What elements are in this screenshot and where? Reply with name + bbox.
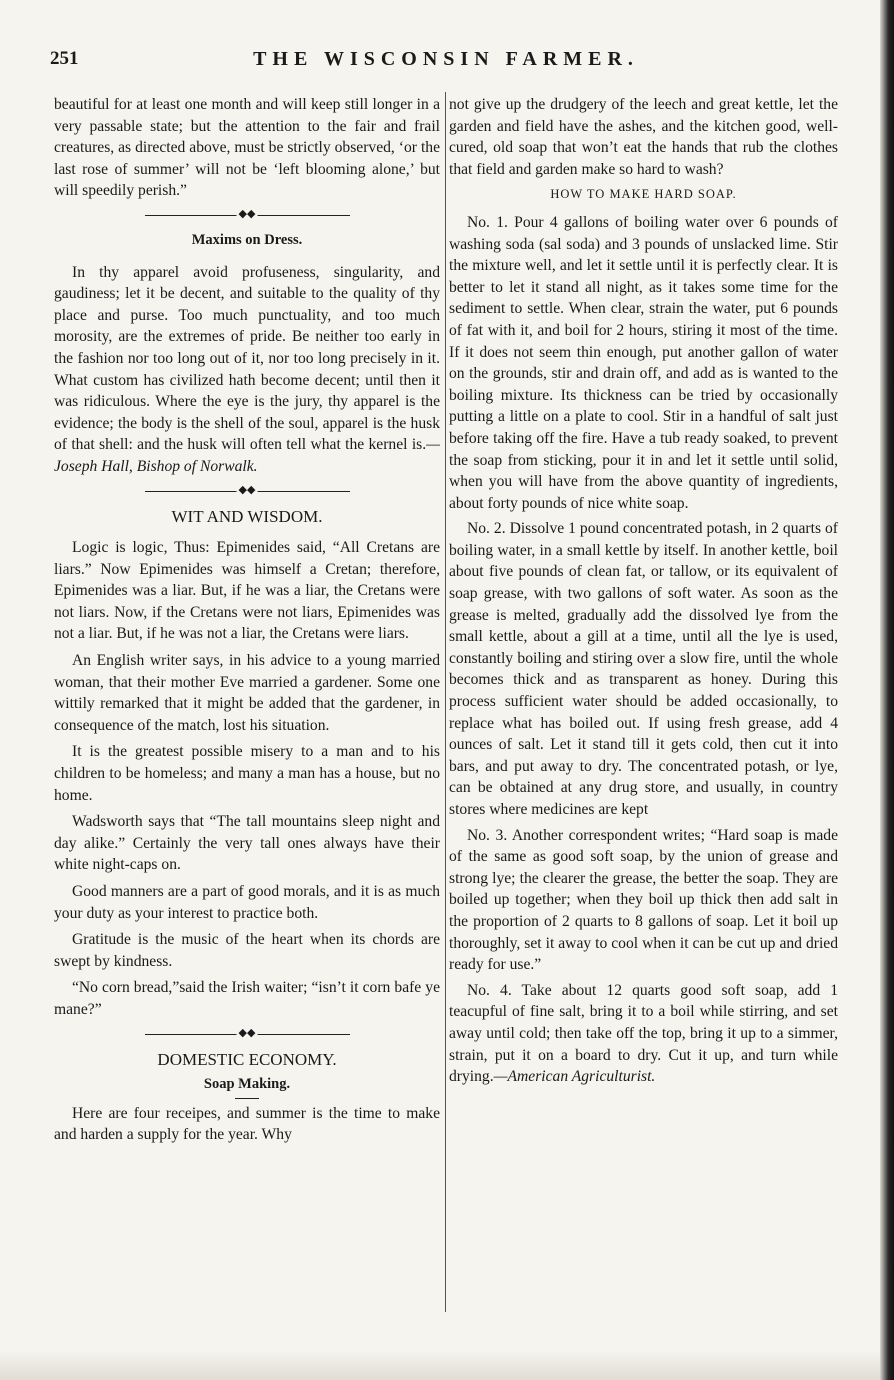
wit-paragraph: An English writer says, in his advice to a young married woman, that their mother Eve married a gardener. Some one wittily remarked that it might be added that the gardener, in consequence of the match, lost his situation. [54,652,440,734]
recipe-paragraph: No. 2. Dissolve 1 pound concentrated potash, in 2 quarts of boiling water, in a small kettle by itself. In another kettle, boil about five pounds of clean fat, or tallow, or its equivalent of soap grease, with two gallons of soft water. As soon as the grease is melted, gradually add the dissolved lye from the small kettle, about a gill at a time, until all the lye is used, constantly boiling and stiring over a slow fire, until the whole becomes thick and as transparent as honey. During this process sufficient water should be added occasionally, to replace what has boiled out. If using fresh grease, add 4 ounces of salt. Let it stand till it gets cold, then cut it into bars, and put away to dry. The concentrated potash, or lye, can be obtained at any drug store, and usually, in country stores where medicines are kept [449,520,838,818]
maxims-paragraph: In thy apparel avoid profuseness, singularity, and gaudiness; let it be decent, and suitable to the quality of thy place and purse. Too much punctuality, and too much morosity, are the extremes of pride. Be neither too early in the fashion nor too long out of it, nor too long precisely in it. What custom has civilized hath become decent; until then it was ridiculous. Where the eye is the jury, thy apparel is the evidence; the body is the shell of the soul, apparel is the husk of that shell: and the husk will often tell what the kernel is.—Joseph Hall, Bishop of Norwalk. [54,263,440,475]
section-separator: ◆◆ [145,1029,350,1041]
page-header [50,48,842,74]
recipe-paragraph: No. 4. Take about 12 quarts good soft soap, add 1 teacupful of fine salt, bring it to a boil while stirring, and set away until cold; then take off the top, bring it up to a simmer, strain, put it on a board to dry. Cut it up, and turn while drying.—American Agriculturist. [449,981,838,1086]
soap-intro-paragraph: Here are four receipes, and summer is the time to make and harden a supply for the year. Why [54,1104,440,1144]
wit-heading: WIT AND WISDOM. [171,506,323,526]
maxims-heading: Maxims on Dress. [191,231,303,248]
wit-paragraph: Good manners are a part of good morals, and it is as much your duty as your interest to practice both. [54,883,440,922]
wit-paragraph: Gratitude is the music of the heart when its chords are swept by kindness. [54,931,440,970]
wit-paragraph: “No corn bread,”said the Irish waiter; “isn’t it corn bafe ye mane?” [54,979,440,1018]
recipe-paragraph: No. 1. Pour 4 gallons of boiling water over 6 pounds of washing soda (sal soda) and 3 pounds of unslacked lime. Stir the mixture well, and let it settle until it is perfectly clear. It is better to let it stand all night, as it takes some time for the sediment to settle. When clear, strain the water, put 6 pounds of fat with it, and boil for 2 hours, stiring it most of the time. If it does not seem thin enough, put another gallon of water on the grounds, stir and drain off, and add as is wanted to the boiling mixture. Its thickness can be tried by occasionally putting a little on a plate to cool. Stir in a handful of salt just before taking off the fire. Have a tub ready soaked, to prevent the soap from sticking, pour it in and let it settle until solid, when you will have from the above quantity of ingredients, about forty pounds of nice white soap. [449,213,838,512]
continuation-paragraph: not give up the drudgery of the leech and great kettle, let the garden and field have the ashes, and the kitchen good, well-cured, old soap that won’t eat the hands that rub the clothes that field and garden make so hard to wash? [449,96,838,178]
scan-bottom-shading [0,1350,880,1380]
intro-paragraph: beautiful for at least one month and will keep still longer in a very passable state; but the attention to the fair and frail creatures, as directed above, must be strictly observed, ‘or the last rose of summer’ will not be ‘left blooming alone,’ but will speedily perish.” [54,96,440,200]
left-column [54,94,440,1146]
wit-paragraph: Logic is logic, Thus: Epimenides said, “All Cretans are liars.” Now Epimenides was himself a Cretan; therefore, Epimenides was a liar. But, if he was a liar, the Cretans were not liars. Now, if the Cretans were not liars, Epimenides was not a liar. But, if he was not a liar, the Cretans were liars. [54,539,440,643]
section-separator: ◆◆ [145,210,350,222]
scan-edge-shadow [880,0,894,1380]
maxims-attribution: —Joseph Hall, Bishop of Norwalk. [54,436,440,475]
wit-paragraph: Wadsworth says that “The tall mountains sleep night and day alike.” Certainly the very tall ones always have their white night-caps on. [54,813,440,874]
column-divider [445,92,446,1312]
section-separator: ◆◆ [145,486,350,498]
short-rule [235,1098,259,1099]
wit-paragraph: It is the greatest possible misery to a man and to his children to be homeless; and many a man has a house, but no home. [54,743,440,804]
page-number: 251 [50,48,79,69]
right-column [449,94,838,1088]
hard-soap-heading: HOW TO MAKE HARD SOAP. [550,187,737,202]
domestic-economy-heading: DOMESTIC ECONOMY. [157,1049,337,1069]
recipe-attribution: —American Agriculturist. [493,1068,656,1086]
soap-making-heading: Soap Making. [203,1076,291,1093]
recipe-paragraph: No. 3. Another correspondent writes; “Hard soap is made of the same as good soft soap, by the union of grease and strong lye; the clearer the grease, the better the soap. They are boiled up together; when they boil up thick then add salt in the proportion of 2 quarts to 8 gallons of soap. Let it boil up thoroughly, set it away to cool when it can be cut up and dried ready for use.” [449,826,838,974]
masthead-title: THE WISCONSIN FARMER. [253,48,639,70]
